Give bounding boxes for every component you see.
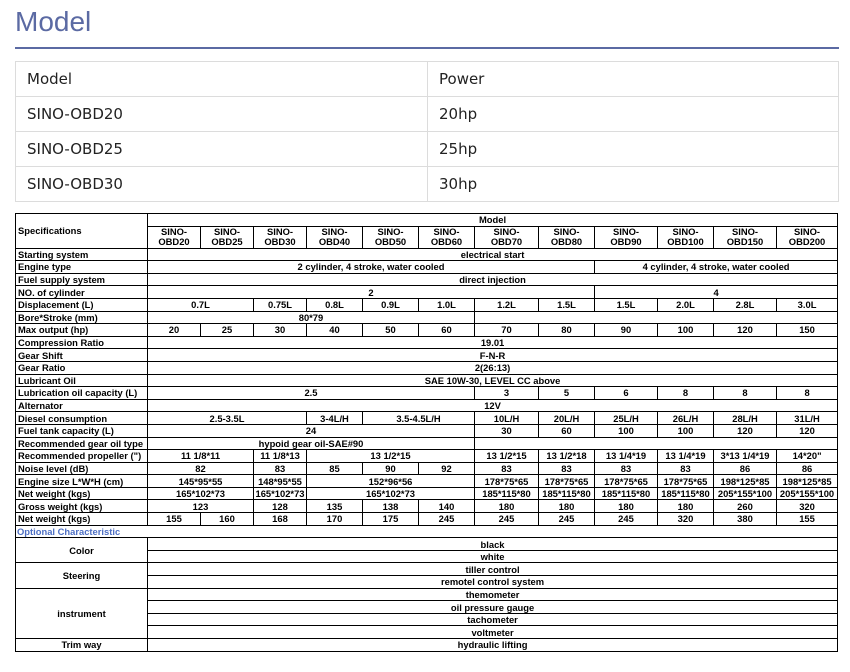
table-row [16,167,839,202]
spec-value-cell: 178*75*65 [595,475,658,488]
spec-row [16,500,838,513]
spec-value-cell: 180 [595,500,658,513]
model-code: OBD100 [667,236,704,248]
spec-value-cell: 140 [419,500,475,513]
spec-row-label: Alternator [16,399,148,412]
table-row [16,132,839,167]
spec-row-label: Gear Ratio [16,361,148,374]
spec-value-cell: 205*155*100 [714,487,777,500]
spec-value-cell: 13 1/4*19 [658,450,714,463]
spec-value-cell: 380 [714,513,777,526]
spec-value-cell: 100 [658,324,714,337]
spec-value-cell: 165*102*73 [255,488,305,500]
spec-value-cell: 100 [595,424,658,437]
spec-row-label: Compression Ratio [16,336,148,349]
model-name-cell [148,226,201,248]
spec-value-cell: 123 [148,500,254,513]
spec-value-cell: 150 [777,324,838,337]
spec-value-cell: 11 1/8*11 [148,450,254,463]
spec-value-cell: 50 [363,324,419,337]
optional-heading-blank [148,525,838,538]
model-prefix: SINO- [160,226,188,237]
spec-row-label: Engine type [16,261,148,274]
specifications-label: Specifications [16,214,148,249]
spec-value-cell: 60 [419,324,475,337]
model-name-cell [475,226,539,248]
model-prefix: SINO- [433,226,460,237]
spec-value-cell: 245 [539,513,595,526]
spec-value-cell: 5 [539,387,595,400]
spec-value-cell: 1.5L [595,298,658,311]
optional-value-cell: remotel control system [148,576,838,589]
spec-row-label: Recommended gear oil type [16,437,148,450]
optional-value-cell: tiller control [148,563,838,576]
model-cell: SINO-OBD30 [16,167,428,202]
model-prefix: SINO- [794,226,821,237]
spec-value-cell: 148*95*55 [254,475,307,488]
spec-value-cell: 160 [201,513,254,526]
spec-row [16,437,838,450]
spec-value-cell: 2.8L [714,298,777,311]
spec-row [16,487,838,500]
optional-group-label: instrument [16,588,148,638]
model-prefix: SINO- [213,226,241,237]
spec-value-cell: 175 [363,513,419,526]
spec-row-label: Engine size L*W*H (cm) [16,475,148,488]
spec-row-label: Noise level (dB) [16,462,148,475]
spec-value-cell: 3.5-4.5L/H [363,412,475,425]
spec-value-cell: 3.0L [777,298,838,311]
model-prefix: SINO- [321,226,348,237]
spec-value-cell: 198*125*85 [777,475,838,488]
spec-value-cell: 2(26:13) [148,361,838,374]
spec-value-cell: 185*115*80 [539,487,595,500]
power-cell: 25hp [428,132,839,167]
optional-value-cell: tachometer [148,613,838,626]
spec-row-label: Gross weight (kgs) [16,500,148,513]
model-prefix: SINO- [731,226,759,237]
spec-value-cell: 0.75L [254,298,307,311]
optional-characteristic-heading: Optional Characteristic [16,525,148,538]
spec-row-label: Fuel tank capacity (L) [16,424,148,437]
model-prefix: SINO- [266,226,294,237]
spec-value-cell: 165*102*73 [148,487,254,500]
spec-value-cell: 20 [148,324,201,337]
model-prefix: SINO- [553,226,580,237]
model-code: OBD60 [430,236,463,248]
spec-value-cell: electrical start [148,248,838,261]
spec-value-cell: 120 [714,324,777,337]
spec-value-cell: 165*102*73 [307,487,475,500]
spec-value-cell: 82 [148,462,254,475]
model-code: OBD25 [211,236,243,248]
optional-heading-row [16,525,838,538]
spec-row-label: Recommended propeller (") [16,450,148,463]
spec-row [16,412,838,425]
spec-value-cell: 80 [539,324,595,337]
spec-row-label: Lubrication oil capacity (L) [16,387,148,400]
spec-row-label: Gear Shift [16,349,148,362]
spec-value-cell: 25 [201,324,254,337]
spec-value-cell: 8 [777,387,838,400]
spec-value-cell: 120 [777,424,838,437]
spec-row-label: Net weight (kgs) [16,513,148,526]
spec-value-cell: 83 [539,462,595,475]
spec-value-cell: 170 [307,513,363,526]
spec-value-cell: 3-4L/H [307,412,363,425]
spec-value-cell: 24 [148,424,475,437]
spec-value-cell: 185*115*80 [658,487,714,500]
spec-value-cell: 0.7L [148,298,254,311]
spec-value-cell: 90 [595,324,658,337]
spec-value-cell: 13 1/4*19 [595,450,658,463]
spec-row-label: Fuel supply system [16,273,148,286]
model-code: OBD90 [610,236,642,248]
spec-value-cell: 135 [307,500,363,513]
spec-value-cell: 168 [254,513,307,526]
spec-value-cell: 145*95*55 [148,475,254,488]
spec-value-cell: 11 1/8*13 [254,450,307,463]
spec-value-cell: 138 [363,500,419,513]
model-label: Model [148,214,838,227]
optional-value-cell: voltmeter [148,626,838,639]
spec-value-cell: 2 [148,286,595,299]
spec-value-cell: 152*96*56 [307,475,475,488]
spec-row [16,298,838,311]
spec-row [16,513,838,526]
spec-row-label: Net weight (kgs) [16,487,148,500]
model-code: OBD200 [788,236,826,248]
spec-value-cell: 8 [714,387,777,400]
spec-row-label: Starting system [16,248,148,261]
spec-value-cell: 180 [658,500,714,513]
spec-row [16,462,838,475]
spec-value-cell: 1.0L [419,298,475,311]
spec-value-cell: hypoid gear oil-SAE#90 [148,437,475,450]
model-code: OBD150 [726,236,764,248]
spec-value-cell: 4 cylinder, 4 stroke, water cooled [595,261,838,274]
spec-value-cell: 245 [595,513,658,526]
spec-value-cell: 28L/H [714,412,777,425]
spec-row [16,475,838,488]
spec-value-cell: 13 1/2*15 [307,450,475,463]
spec-value-cell: 1.5L [539,298,595,311]
model-name-cell [658,226,714,248]
spec-row-label: Diesel consumption [16,412,148,425]
spec-row [16,361,838,374]
spec-value-cell: 10L/H [475,412,539,425]
model-code: OBD20 [158,236,190,248]
spec-row [16,349,838,362]
spec-row-label: Lubricant Oil [16,374,148,387]
spec-row [16,399,838,412]
page-title: Model [15,6,92,37]
model-name-cell [307,226,363,248]
model-prefix: SINO- [377,226,404,237]
spec-value-cell: 0.8L [307,298,363,311]
optional-group-label: Steering [16,563,148,588]
table-header-row [16,62,839,97]
spec-row [16,450,838,463]
spec-value-cell: 320 [777,500,838,513]
spec-value-cell: direct injection [148,273,838,286]
spec-value-cell: 92 [419,462,475,475]
spec-value-cell: 8 [658,387,714,400]
spec-row [16,336,838,349]
spec-value-cell: 185*115*80 [595,487,658,500]
spec-value-cell: F-N-R [148,349,838,362]
model-code: OBD40 [318,236,351,248]
spec-value-cell: 83 [254,462,307,475]
spec-value-cell: 155 [148,513,201,526]
spec-value-cell [475,437,838,450]
spec-value-cell: 4 [595,286,838,299]
spec-value-cell: 6 [595,387,658,400]
spec-row-label: NO. of cylinder [16,286,148,299]
spec-value-cell: 2.5-3.5L [148,412,307,425]
header-power: Power [428,62,839,97]
optional-group-label: Color [16,538,148,563]
spec-value-cell: 90 [363,462,419,475]
model-prefix: SINO- [672,226,699,237]
model-code: OBD70 [490,236,523,248]
spec-value-cell [475,311,838,324]
power-cell: 20hp [428,97,839,132]
optional-row [16,563,838,576]
optional-row [16,538,838,551]
spec-row [16,374,838,387]
power-table [15,61,839,202]
header-model: Model [16,62,428,97]
spec-value-cell: 70 [475,324,539,337]
spec-row [16,286,838,299]
spec-value-cell: 86 [777,462,838,475]
spec-value-cell: 178*75*65 [539,475,595,488]
model-name-cell [254,226,307,248]
model-code: OBD80 [550,236,583,248]
power-cell: 30hp [428,167,839,202]
spec-row-label: Max output (hp) [16,324,148,337]
model-name-cell [777,226,838,248]
spec-value-cell: 245 [475,513,539,526]
spec-row-label: Displacement (L) [16,298,148,311]
spec-row [16,273,838,286]
specifications-table [15,213,838,652]
spec-value-cell: 320 [658,513,714,526]
spec-value-cell: 128 [254,500,307,513]
spec-row [16,261,838,274]
spec-value-cell: 260 [714,500,777,513]
spec-value-cell: 85 [307,462,363,475]
title-underline [15,47,839,49]
spec-row [16,387,838,400]
table-row [16,97,839,132]
spec-value-cell: 3*13 1/4*19 [714,450,777,463]
spec-value-cell: 2.5 [148,387,475,400]
model-name-cell [363,226,419,248]
spec-value-cell: 83 [595,462,658,475]
spec-value-cell: 198*125*85 [714,475,777,488]
model-prefix: SINO- [493,226,520,237]
spec-row [16,248,838,261]
spec-value-cell: 25L/H [595,412,658,425]
spec-value-cell: 180 [539,500,595,513]
spec-value-cell: 2.0L [658,298,714,311]
spec-value-cell: 180 [475,500,539,513]
spec-value-cell: 40 [307,324,363,337]
optional-group-label: Trim way [16,639,148,652]
spec-value-cell: 31L/H [777,412,838,425]
spec-value-cell: 13 1/2*15 [475,450,539,463]
model-name-cell [595,226,658,248]
spec-value-cell: 205*155*100 [777,487,838,500]
spec-value-cell: 0.9L [363,298,419,311]
spec-value-cell: 19.01 [148,336,838,349]
spec-value-cell: 26L/H [658,412,714,425]
model-cell: SINO-OBD25 [16,132,428,167]
spec-row [16,311,838,324]
optional-value-cell: black [148,538,838,551]
optional-row [16,588,838,601]
model-code: OBD30 [264,236,296,248]
spec-value-cell: 12V [148,399,838,412]
model-cell: SINO-OBD20 [16,97,428,132]
spec-value-cell: SAE 10W-30, LEVEL CC above [148,374,838,387]
model-prefix: SINO- [612,226,640,237]
model-name-cell [419,226,475,248]
model-name-cell [714,226,777,248]
spec-value-cell: 13 1/2*18 [539,450,595,463]
spec-value-cell: 30 [475,424,539,437]
optional-value-cell: white [148,550,838,563]
optional-value-cell: themometer [148,588,838,601]
spec-value-cell: 14*20" [777,450,838,463]
spec-value-cell: 100 [658,424,714,437]
optional-value-cell: hydraulic lifting [148,639,838,652]
optional-row [16,639,838,652]
spec-row-label: Bore*Stroke (mm) [16,311,148,324]
spec-value-cell: 120 [714,424,777,437]
spec-value-cell: 245 [419,513,475,526]
spec-value-cell: 86 [714,462,777,475]
spec-row [16,424,838,437]
spec-value-cell: 1.2L [475,298,539,311]
spec-row [16,324,838,337]
spec-value-cell: 178*75*65 [658,475,714,488]
spec-value-cell: 30 [254,324,307,337]
spec-value-cell: 178*75*65 [475,475,539,488]
spec-value-cell: 80*79 [148,311,475,324]
spec-value-cell: 3 [475,387,539,400]
spec-value-cell: 83 [475,462,539,475]
spec-value-cell: 155 [777,513,838,526]
optional-value-cell: oil pressure gauge [148,601,838,614]
spec-value-cell: 60 [539,424,595,437]
model-name-cell [201,226,254,248]
spec-value-cell: 2 cylinder, 4 stroke, water cooled [148,261,595,274]
model-name-cell [539,226,595,248]
spec-value-cell: 185*115*80 [475,487,539,500]
spec-value-cell: 83 [658,462,714,475]
spec-header-row [16,214,838,227]
spec-value-cell: 20L/H [539,412,595,425]
model-code: OBD50 [374,236,407,248]
